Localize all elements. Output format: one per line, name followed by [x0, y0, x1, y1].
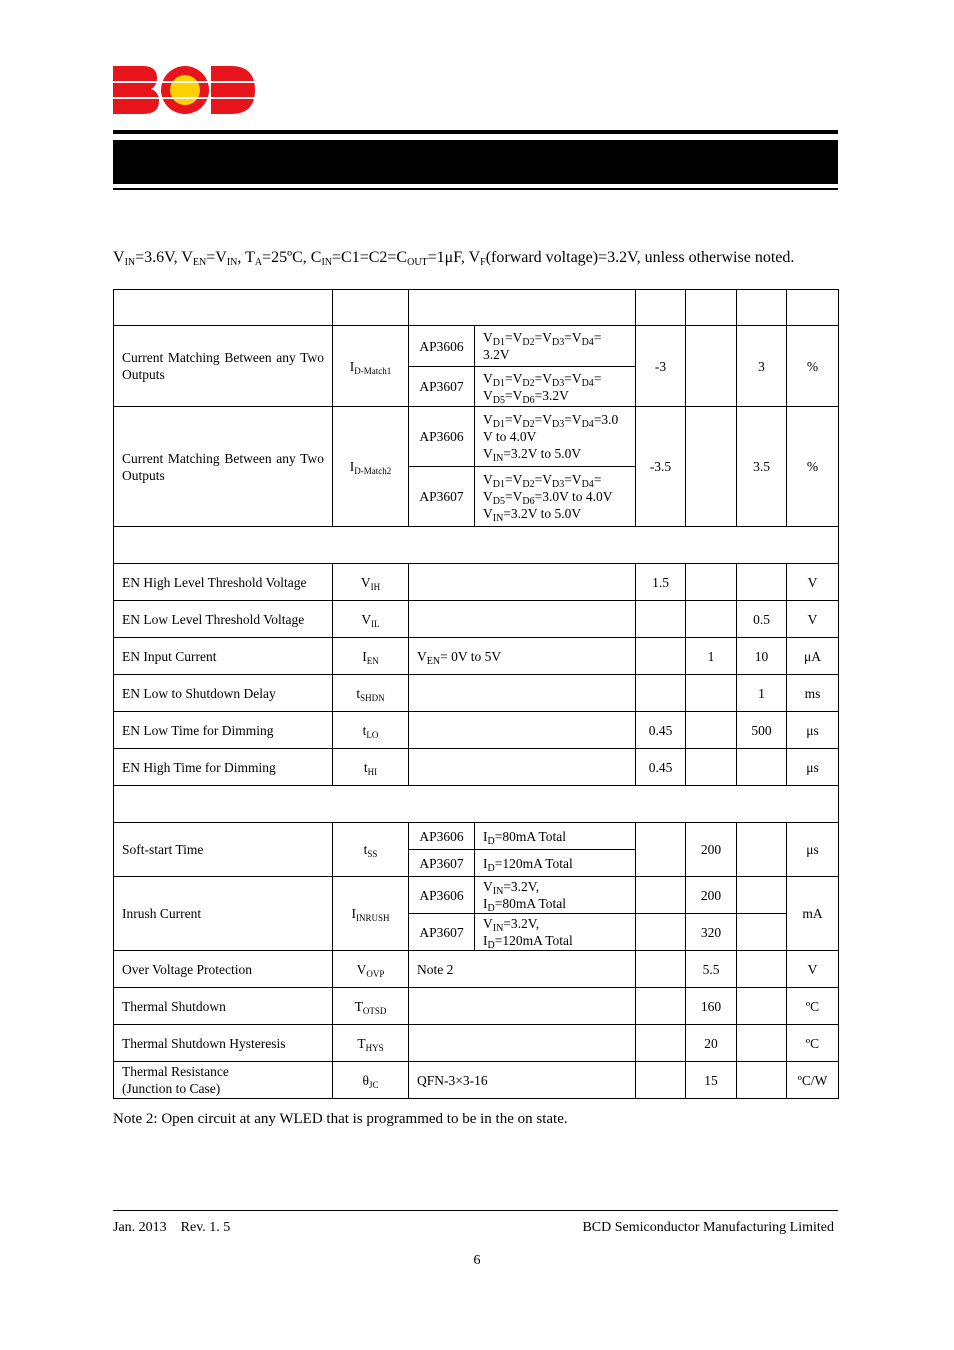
device-cell: AP3606 — [409, 326, 475, 367]
typ-cell — [686, 326, 737, 407]
typ-cell — [686, 407, 737, 527]
header-rule-top — [113, 130, 838, 134]
device-cell: AP3606 — [409, 407, 475, 467]
unit-cell: % — [787, 407, 839, 527]
condition-cell: $V_{D1}=V_{D2}=V_{D3}=V_{D4}=$ $V_{D5}=V_{D6}=3.0V$ to 4.0V $V_{IN}=3.2V$ to 5.0V — [475, 467, 636, 527]
table-row: Over Voltage Protection $V_{OVP}$ Note 2 5.5 V — [114, 951, 839, 988]
section-row — [114, 527, 839, 564]
symbol-cell: $I_{D-Match1}$ — [333, 326, 409, 407]
table-row: Thermal Shutdown Hysteresis $T_{HYS}$ 20 ºC — [114, 1025, 839, 1062]
condition-cell: $V_{D1}=V_{D2}=V_{D3}=V_{D4}=$ $V_{D5}=V_{D6}=3.2V$ — [475, 367, 636, 407]
table-note: Note 2: Open circuit at any WLED that is programmed to be in the on state. — [113, 1111, 568, 1127]
table-row — [114, 326, 839, 367]
table-row: EN Low to Shutdown Delay $t_{SHDN}$ 1 ms — [114, 675, 839, 712]
electrical-characteristics-table — [113, 289, 839, 1099]
bcd-logo — [113, 66, 255, 114]
page-number: 6 — [473, 1253, 481, 1268]
test-conditions: $V_{IN}=3.6V$, $V_{EN}=V_{IN}$, $T_A=25ºC$, $C_{IN}=C1=C2=C_{OUT}=1\mu F$, $V_F(forward$ voltage)=3.2V, unless otherwise noted. — [113, 249, 795, 268]
table-row: Inrush Current $I_{INRUSH}$ AP3606 $V_{IN}=3.2V$, $I_D=80mA$ Total 200 mA — [114, 877, 839, 914]
condition-cell: $V_{D1}=V_{D2}=V_{D3}=V_{D4}=$ 3.2V — [475, 326, 636, 367]
device-cell: AP3607 — [409, 367, 475, 407]
table-row: EN Input Current $I_{EN}$ $V_{EN}= 0V$ to 5V 1 10 μA — [114, 638, 839, 675]
table-row: Soft-start Time $t_{SS}$ AP3606 $I_D=80mA$ Total 200 μs — [114, 823, 839, 850]
table-row: EN Low Level Threshold Voltage $V_{IL}$ 0.5 V — [114, 601, 839, 638]
section-row — [114, 786, 839, 823]
footer-date-revision: Jan. 2013 Rev. 1. 5 — [113, 1220, 231, 1235]
min-cell: -3 — [636, 326, 686, 407]
footer-rule — [113, 1210, 838, 1211]
table-row: Thermal Resistance (Junction to Case) $\theta_{JC}$ QFN-3×3-16 15 ºC/W — [114, 1062, 839, 1099]
param-cell: Current Matching Between any Two Outputs — [114, 326, 333, 407]
footer-company: BCD Semiconductor Manufacturing Limited — [582, 1220, 834, 1235]
table-row: Thermal Shutdown $T_{OTSD}$ 160 ºC — [114, 988, 839, 1025]
table-row — [114, 407, 839, 467]
condition-cell: $V_{D1}=V_{D2}=V_{D3}=V_{D4}=3.0$ V to 4.0V $V_{IN}=3.2V$ to 5.0V — [475, 407, 636, 467]
max-cell: 3.5 — [737, 407, 787, 527]
table-row: AP3607 $I_D=120mA$ Total — [114, 850, 839, 877]
table-row: AP3607 $V_{IN}=3.2V$, $I_D=120mA$ Total 320 — [114, 914, 839, 951]
table-row: EN High Time for Dimming $t_{HI}$ 0.45 μs — [114, 749, 839, 786]
device-cell: AP3607 — [409, 467, 475, 527]
header-title-bar — [113, 140, 838, 184]
table-header-row — [114, 290, 839, 326]
min-cell: -3.5 — [636, 407, 686, 527]
symbol-cell: $I_{D-Match2}$ — [333, 407, 409, 527]
table-row: EN Low Time for Dimming $t_{LO}$ 0.45 500 μs — [114, 712, 839, 749]
unit-cell: % — [787, 326, 839, 407]
max-cell: 3 — [737, 326, 787, 407]
param-cell: Current Matching Between any Two Outputs — [114, 407, 333, 527]
table-row: EN High Level Threshold Voltage $V_{IH}$ 1.5 V — [114, 564, 839, 601]
header-rule-bottom — [113, 188, 838, 190]
